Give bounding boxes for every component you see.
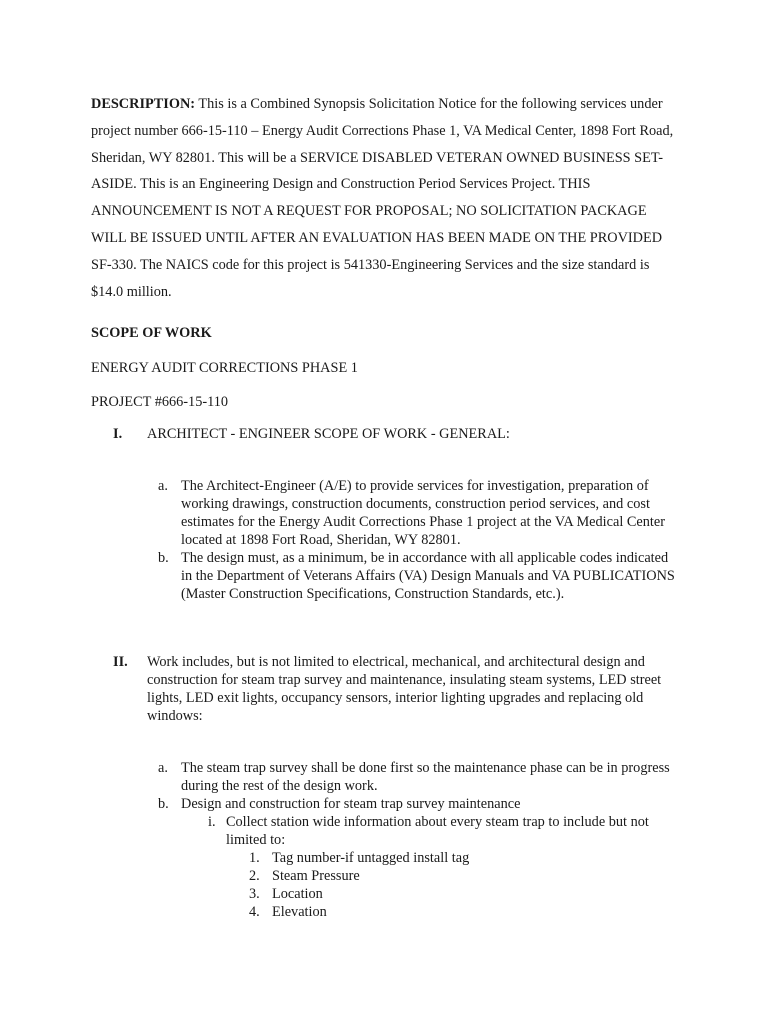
numbered-item <box>249 885 681 903</box>
numbered-marker: 1. <box>249 850 260 866</box>
numbered-item-text: Elevation <box>272 904 327 920</box>
list-item-text: The design must, as a minimum, be in accordance with all applicable codes indicated in the Department of Veterans Affairs (VA) Design Manuals and VA PUBLICATIONS (Master Construction Specifications, Construction Standards, etc.). <box>181 550 675 602</box>
sublist-marker: i. <box>208 814 216 830</box>
list-item-text: The steam trap survey shall be done first so the maintenance phase can be in progress during the rest of the design work. <box>181 760 670 794</box>
list-marker: b. <box>158 550 169 566</box>
list-item <box>158 795 681 921</box>
project-number-heading: PROJECT #666-15-110 <box>91 394 229 410</box>
description-text: This is a Combined Synopsis Solicitation Notice for the following services under project number 666-15-110 – Energy Audit Corrections Phase 1, VA Medical Center, 1898 Fort Road, Sheridan, WY 82801. This will be a SERVICE DISABLED VETERAN OWNED BUSINESS SET-ASIDE. This is an Engineering Design and Construction Period Services Project. THIS ANNOUNCEMENT IS NOT A REQUEST FOR PROPOSAL; NO SOLICITATION PACKAGE WILL BE ISSUED UNTIL AFTER AN EVALUATION HAS BEEN MADE ON THE PROVIDED SF-330. The NAICS code for this project is 541330-Engineering Services and the size standard is $14.0 million. <box>91 96 674 300</box>
project-name-heading: ENERGY AUDIT CORRECTIONS PHASE 1 <box>91 360 358 376</box>
scope-of-work-heading: SCOPE OF WORK <box>91 325 212 341</box>
numbered-item-text: Tag number-if untagged install tag <box>272 850 470 866</box>
numbered-item <box>249 849 681 867</box>
numbered-item-text: Location <box>272 886 323 902</box>
numbered-item-text: Steam Pressure <box>272 868 360 884</box>
section-2-numeral: II. <box>113 654 128 670</box>
description-paragraph <box>91 91 681 305</box>
list-item-text: Design and construction for steam trap survey maintenance <box>181 796 521 812</box>
list-marker: a. <box>158 478 168 494</box>
list-marker: a. <box>158 760 168 776</box>
numbered-marker: 3. <box>249 886 260 902</box>
sublist-item-text: Collect station wide information about every steam trap to include but not limited to: <box>226 814 649 848</box>
section-2-list <box>158 759 681 921</box>
numbered-item <box>249 867 681 885</box>
numbered-marker: 2. <box>249 868 260 884</box>
numbered-item <box>249 903 681 921</box>
list-item <box>158 549 681 603</box>
list-item <box>158 759 681 795</box>
sublist-item <box>208 813 681 921</box>
section-1-list <box>158 477 681 603</box>
list-item-text: The Architect-Engineer (A/E) to provide services for investigation, preparation of working drawings, construction documents, construction period services, and cost estimates for the Energy Audit Corrections Phase 1 project at the VA Medical Center located at 1898 Fort Road, Sheridan, WY 82801. <box>181 478 665 548</box>
list-marker: b. <box>158 796 169 812</box>
section-2-text: Work includes, but is not limited to electrical, mechanical, and architectural design and construction for steam trap survey and maintenance, insulating steam systems, LED street lights, LED exit lights, occupancy sensors, interior lighting upgrades and replacing old windows: <box>147 654 662 724</box>
section-1-numeral: I. <box>113 426 123 442</box>
steam-trap-info-list <box>226 849 681 921</box>
list-item <box>158 477 681 549</box>
numbered-marker: 4. <box>249 904 260 920</box>
section-1-title: ARCHITECT - ENGINEER SCOPE OF WORK - GENERAL: <box>147 426 510 442</box>
steam-trap-sublist <box>181 813 681 921</box>
description-label: DESCRIPTION: <box>91 96 196 112</box>
